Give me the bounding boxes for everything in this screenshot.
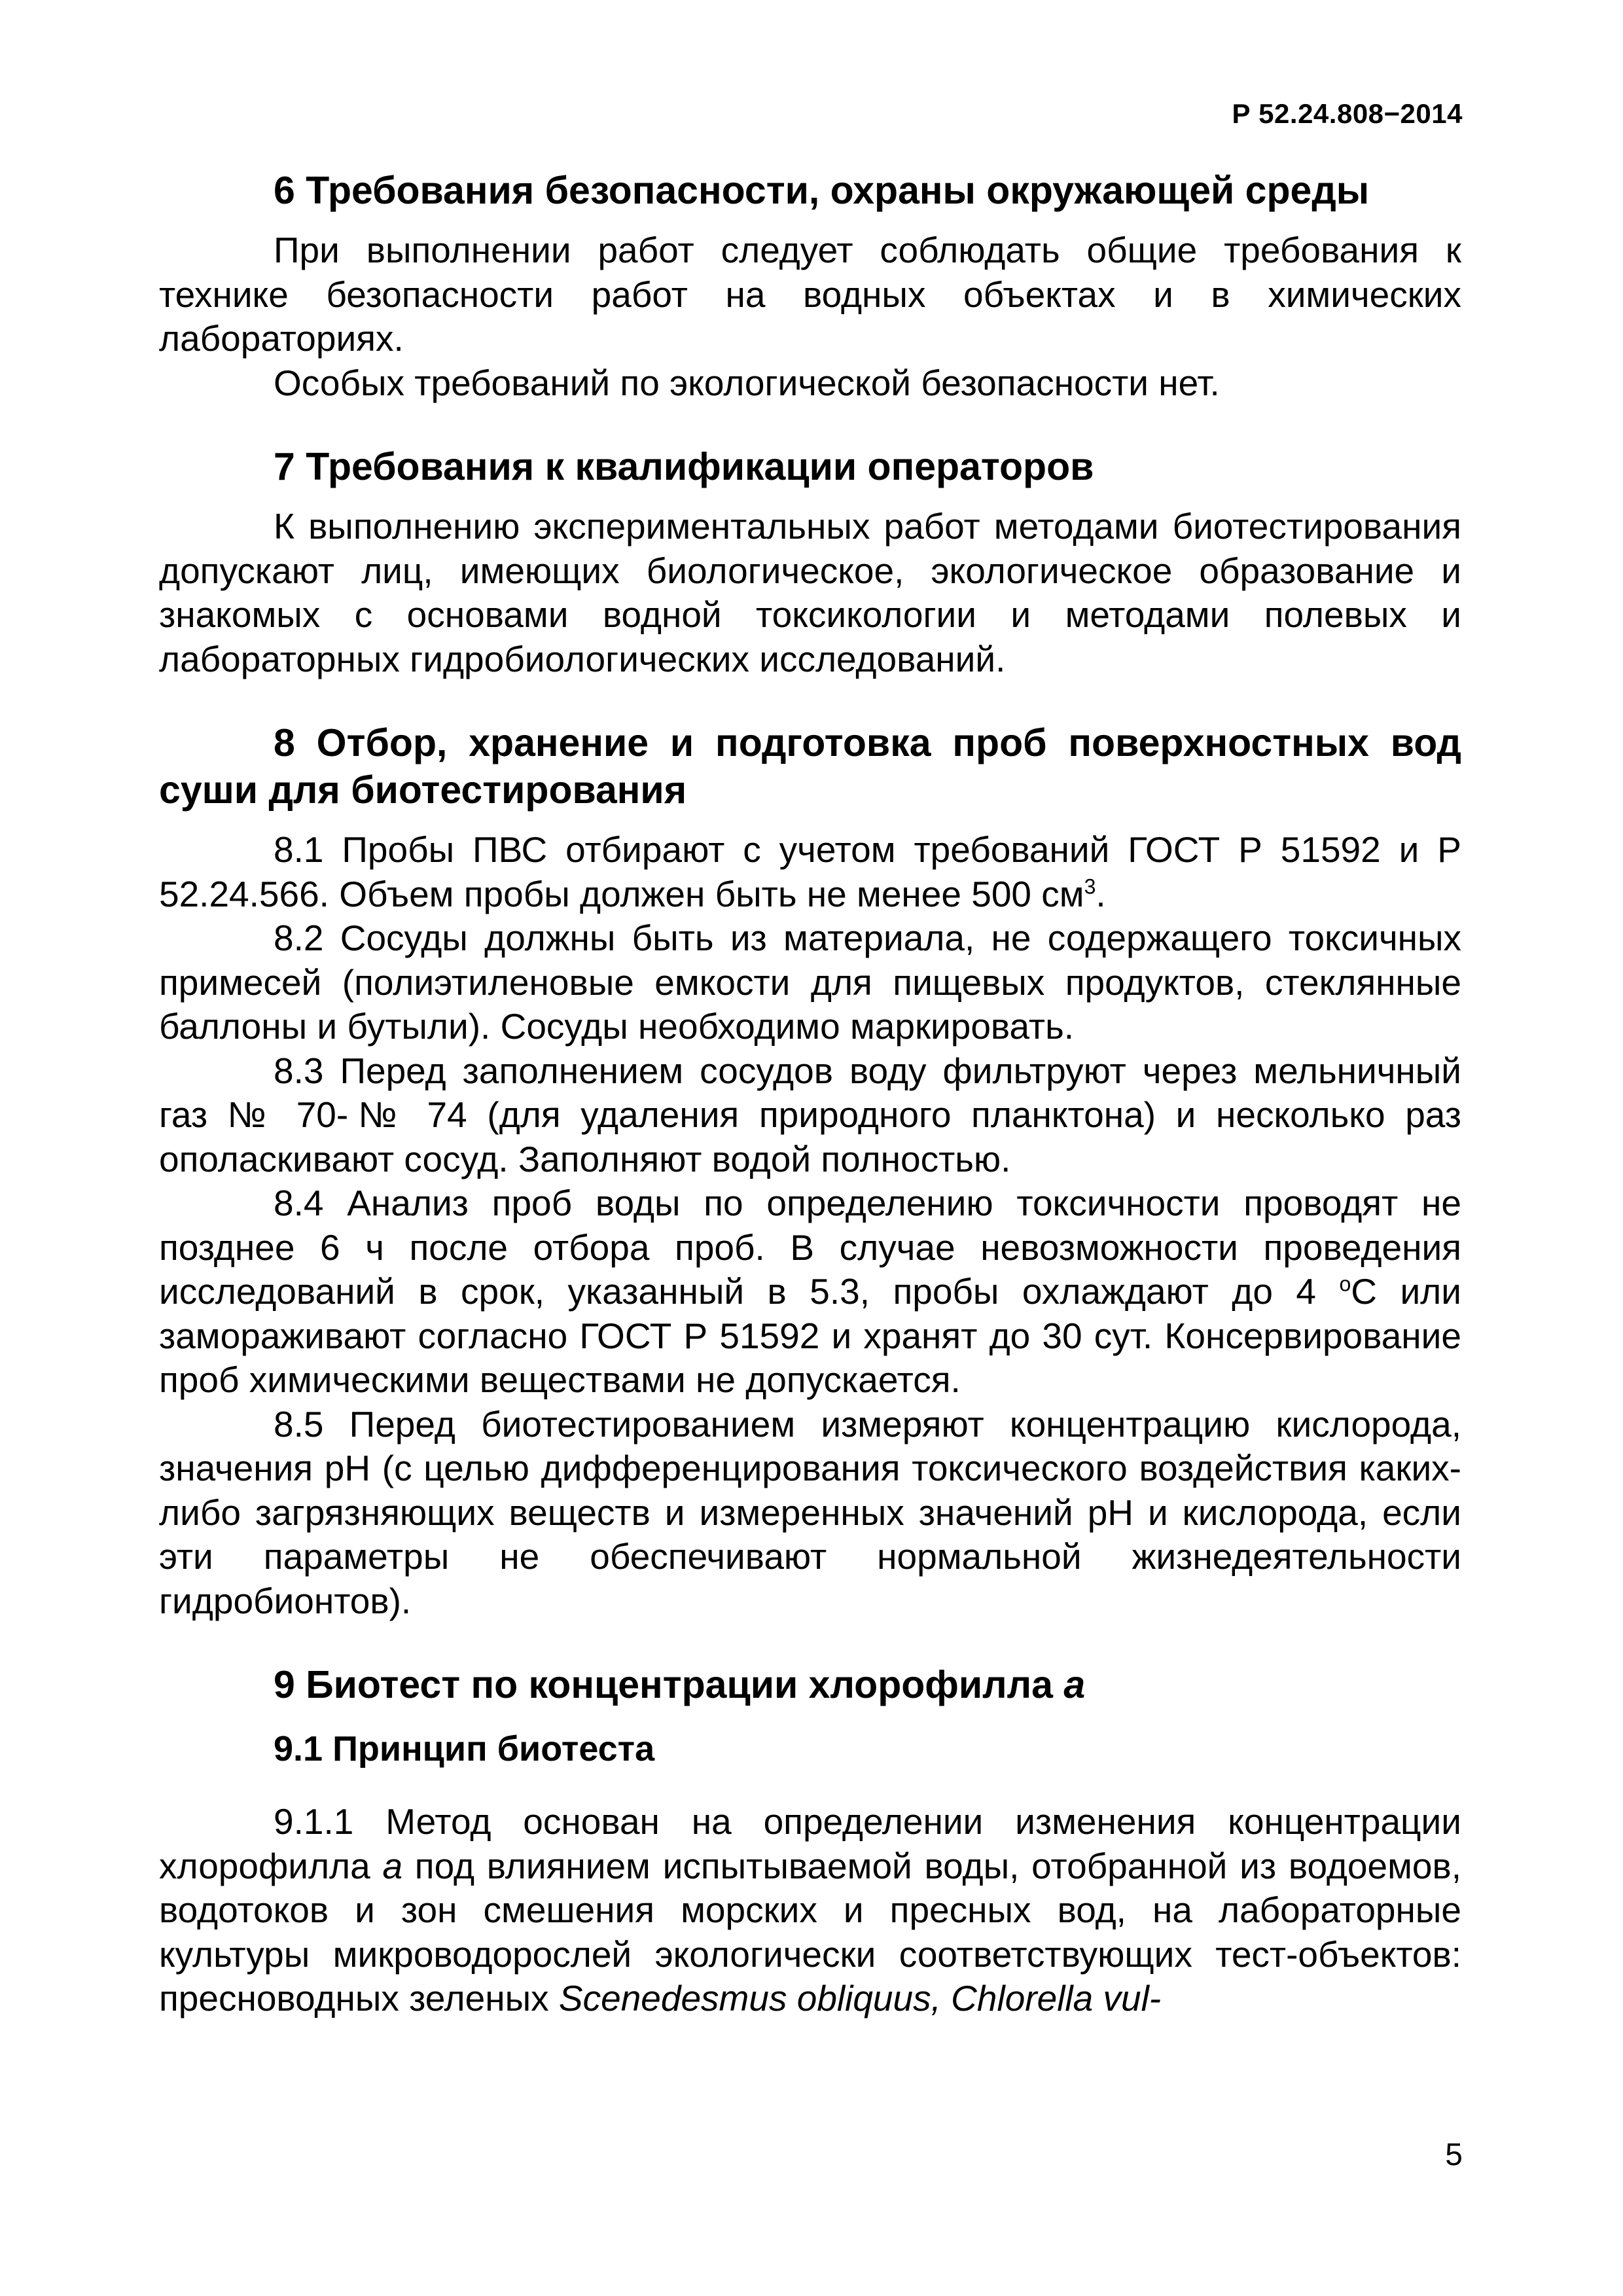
section-9-title-italic: a <box>1063 1663 1086 1706</box>
document-code: Р 52.24.808−2014 <box>1232 98 1463 129</box>
clause-8-1-text: 8.1 Пробы ПВС отбирают с учетом требований ГОСТ Р 51592 и Р 52.24.566. Объем пробы должен быть не менее 500 см <box>159 829 1461 914</box>
clause-9-1-1-text-a: 9.1.1 Метод основан на определении изменения концентрации хлорофилла <box>159 1801 1461 1886</box>
cubic-superscript: 3 <box>1084 874 1096 899</box>
clause-8-4-text-a: 8.4 Анализ проб воды по определению токсичности проводят не позднее 6 ч после отбора проб. В случае невозможности проведения исследований в срок, указанный в 5.3, пробы охлаждают до 4 <box>159 1183 1461 1312</box>
clause-9-1-1 <box>159 1800 1461 2021</box>
section-9-title <box>159 1661 1461 1708</box>
clause-8-3: 8.3 Перед заполнением сосудов воду фильтруют через мельничный газ № 70-№ 74 (для удаления природного планктона) и несколько раз ополаскивают сосуд. Заполняют водой полностью. <box>159 1050 1461 1179</box>
clause-8-4 <box>159 1181 1461 1403</box>
degree-superscript: o <box>1339 1272 1351 1296</box>
clause-8-2: 8.2 Сосуды должны быть из материала, не содержащего токсичных примесей (полиэтиленовые емкости для пищевых продуктов, стеклянные баллоны и бутыли). Сосуды необходимо маркировать. <box>159 918 1461 1047</box>
section-6-paragraph-1: При выполнении работ следует соблюдать общие требования к технике безопасности работ на водных объектах и в химических лабораториях. <box>159 230 1461 359</box>
clause-8-4-text-b: С или замораживают согласно ГОСТ Р 51592 и хранят до 30 сут. Консервирование проб химическими веществами не допускается. <box>159 1271 1461 1400</box>
section-6-title: 6 Требования безопасности, охраны окружающей среды <box>274 169 1370 212</box>
clause-8-1 <box>159 828 1461 916</box>
page-body <box>159 167 1461 2021</box>
section-7-title: 7 Требования к квалификации операторов <box>274 445 1094 488</box>
section-8-title: 8 Отбор, хранение и подготовка проб поверхностных вод суши для биотестирования <box>159 721 1461 812</box>
species-names: Scenedesmus obliquus, Chlorella vul- <box>558 1978 1162 2018</box>
clause-8-1-end: . <box>1096 873 1106 914</box>
section-7-paragraph-1: К выполнению экспериментальных работ методами биотестирования допускают лиц, имеющих биологическое, экологическое образование и знакомых с основами водной токсикологии и методами полевых и лабораторных гидробиологических исследований. <box>159 506 1461 679</box>
clause-9-1-1-italic-a: а <box>382 1845 403 1886</box>
clause-9-1-1-text-b: под влиянием испытываемой воды, отобранной из водоемов, водотоков и зон смешения морских и пресных вод, на лабораторные культуры микроводорослей экологически соответствующих тест-объектов: пресноводных зеленых <box>159 1845 1461 2018</box>
page-number: 5 <box>1445 2138 1463 2172</box>
section-6-paragraph-2: Особых требований по экологической безопасности нет. <box>274 362 1220 403</box>
section-9-title-text: 9 Биотест по концентрации хлорофилла <box>274 1663 1064 1706</box>
clause-8-5: 8.5 Перед биотестированием измеряют концентрацию кислорода, значения pH (с целью дифференцирования токсического воздействия каких-либо загрязняющих веществ и измеренных значений pH и кислорода, если эти параметры не обеспечивают нормальной жизнедеятельности гидробионтов). <box>159 1403 1461 1621</box>
subsection-9-1-title: 9.1 Принцип биотеста <box>274 1729 655 1768</box>
